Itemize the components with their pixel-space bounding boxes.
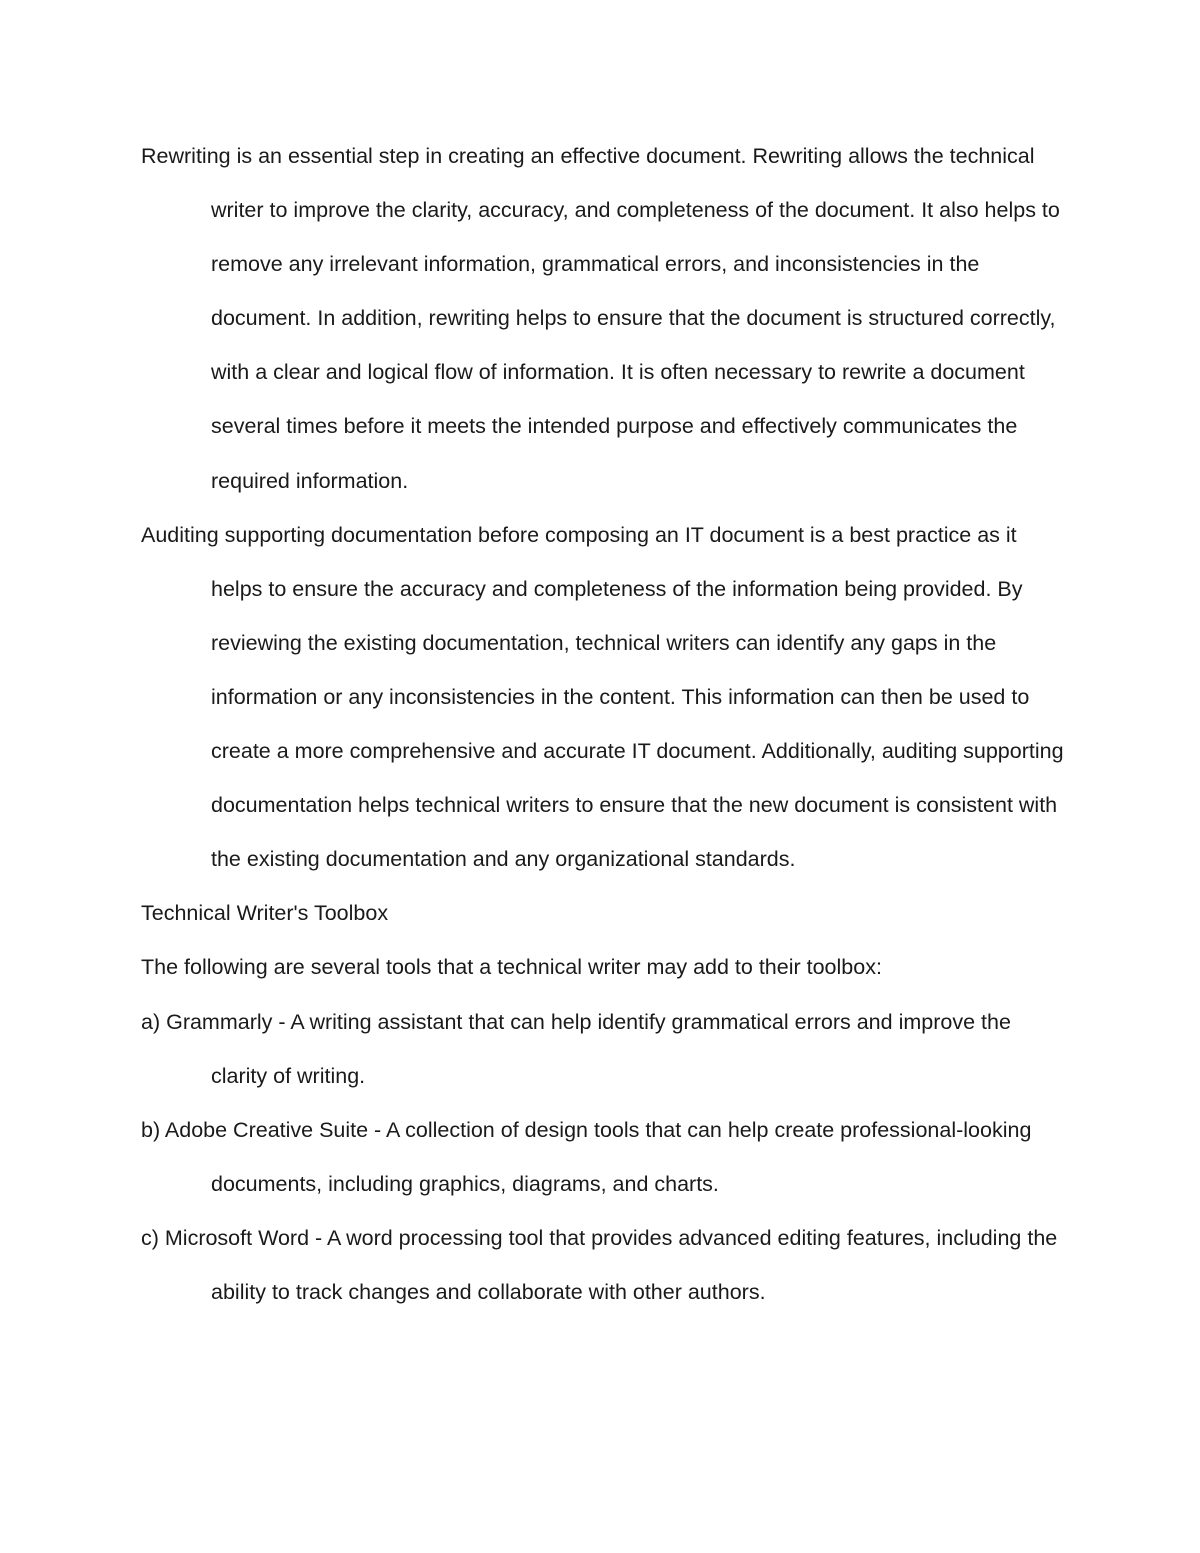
rewriting-paragraph: Rewriting is an essential step in creating an effective document. Rewriting allows the technical writer to improve the clarity, accuracy, and completeness of the document. It also helps to remove any irrelevant information, grammatical errors, and inconsistencies in the document. In addition, rewriting helps to ensure that the document is structured correctly, with a clear and logical flow of information. It is often necessary to rewrite a document several times before it meets the intended purpose and effectively communicates the required information. [141, 144, 1060, 493]
toolbox-intro: The following are several tools that a technical writer may add to their toolbox: [141, 955, 882, 980]
toolbox-heading: Technical Writer's Toolbox [141, 901, 389, 926]
document-body [141, 129, 1071, 1319]
toolbox-item-microsoft-word: c) Microsoft Word - A word processing tool that provides advanced editing features, including the ability to track changes and collaborate with other authors. [141, 1225, 1058, 1304]
toolbox-item-grammarly: a) Grammarly - A writing assistant that can help identify grammatical errors and improve the clarity of writing. [141, 1009, 1011, 1088]
auditing-paragraph: Auditing supporting documentation before composing an IT document is a best practice as it helps to ensure the accuracy and completeness of the information being provided. By reviewing the existing documentation, technical writers can identify any gaps in the information or any inconsistencies in the content. This information can then be used to create a more comprehensive and accurate IT document. Additionally, auditing supporting documentation helps technical writers to ensure that the new document is consistent with the existing documentation and any organizational standards. [141, 522, 1064, 872]
toolbox-item-adobe-creative-suite: b) Adobe Creative Suite - A collection of design tools that can help create professional-looking documents, including graphics, diagrams, and charts. [141, 1117, 1032, 1196]
